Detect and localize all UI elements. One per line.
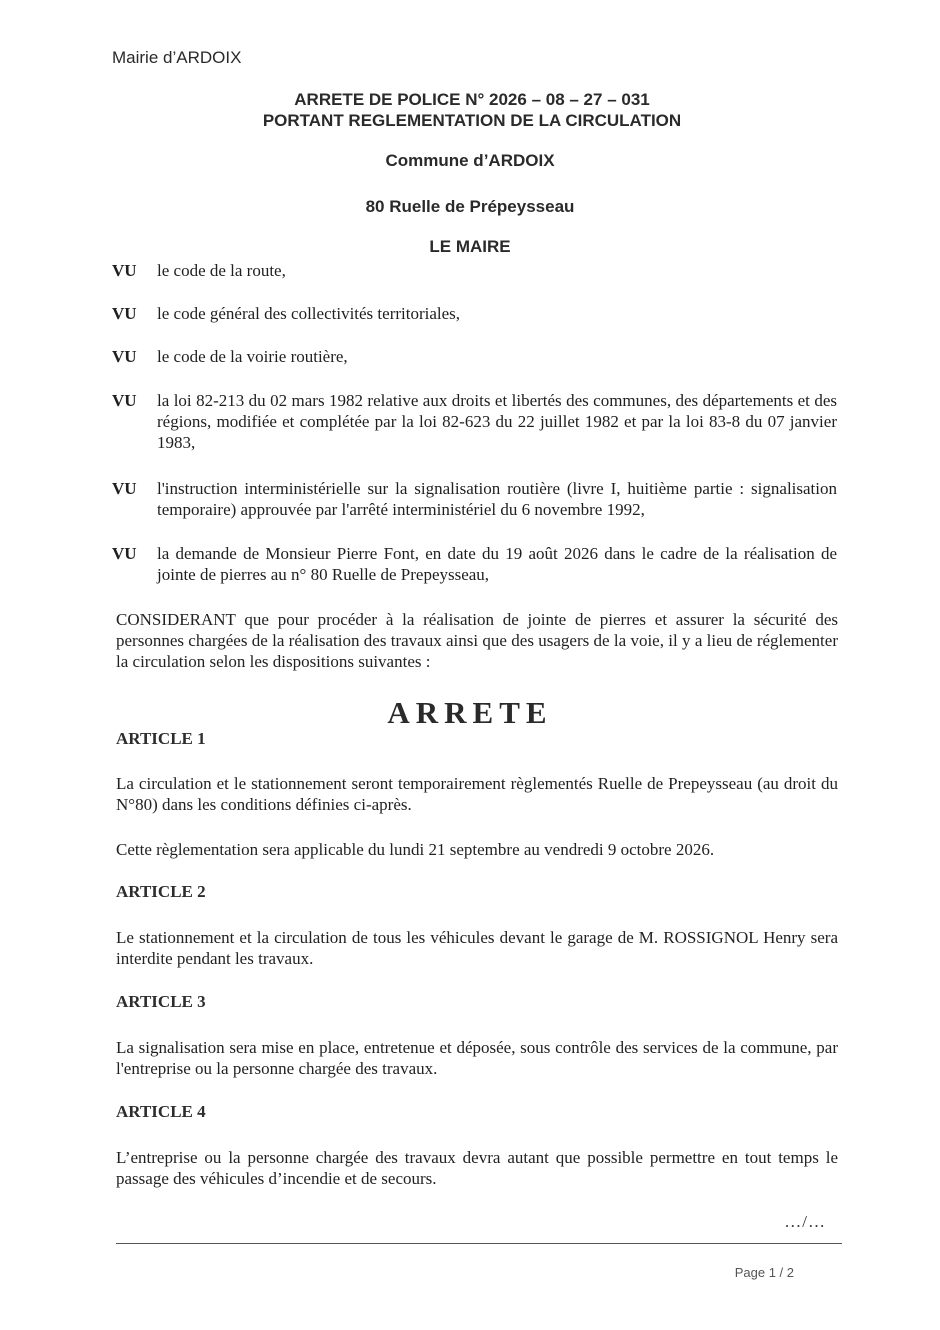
article-1-paragraph-1: La circulation et le stationnement seront temporairement règlementés Ruelle de Prepeysseau (au droit du N°80) dans les conditions définies ci-après.	[116, 774, 838, 814]
vu-label: VU	[112, 479, 137, 498]
vu-text: la loi 82-213 du 02 mars 1982 relative aux droits et libertés des communes, des départements et des régions, modifiée et complétée par la loi 82-623 du 22 juillet 1982 et par la loi 83-8 du 07 janvier 1983,	[157, 391, 837, 452]
decree-title-line-2: PORTANT REGLEMENTATION DE LA CIRCULATION	[262, 111, 682, 130]
decree-title	[0, 89, 940, 131]
article-1-heading: ARTICLE 1	[116, 729, 206, 748]
decree-title-line-1: ARRETE DE POLICE N° 2026 – 08 – 27 – 031	[294, 90, 650, 109]
vu-item-5	[112, 478, 837, 520]
page-number: Page 1 / 2	[734, 1265, 794, 1280]
footer-divider	[116, 1243, 842, 1244]
vu-label: VU	[112, 544, 137, 563]
article-4-heading: ARTICLE 4	[116, 1102, 206, 1121]
continuation-mark: …/…	[784, 1212, 826, 1231]
article-4-paragraph-1: L’entreprise ou la personne chargée des travaux devra autant que possible permettre en tout temps le passage des véhicules d’incendie et de secours.	[116, 1148, 838, 1188]
considerant-paragraph: CONSIDERANT que pour procéder à la réalisation de jointe de pierres et assurer la sécurité des personnes chargées de la réalisation des travaux ainsi que des usagers de la voie, il y a lieu de réglementer la circulation selon les dispositions suivantes :	[116, 610, 838, 671]
commune-name: Commune d’ARDOIX	[385, 151, 555, 170]
vu-item-3	[112, 346, 837, 367]
vu-text: le code de la route,	[157, 261, 286, 280]
vu-item-4	[112, 390, 837, 453]
article-1-paragraph-2: Cette règlementation sera applicable du lundi 21 septembre au vendredi 9 octobre 2026.	[116, 840, 715, 859]
vu-label: VU	[112, 304, 137, 323]
article-2-paragraph-1: Le stationnement et la circulation de tous les véhicules devant le garage de M. ROSSIGNOL Henry sera interdite pendant les travaux.	[116, 928, 838, 968]
vu-label: VU	[112, 347, 137, 366]
authority-title: LE MAIRE	[429, 237, 511, 256]
vu-text: le code de la voirie routière,	[157, 347, 348, 366]
work-address: 80 Ruelle de Prépeysseau	[365, 197, 575, 216]
article-3-paragraph-1: La signalisation sera mise en place, entretenue et déposée, sous contrôle des services de la commune, par l'entreprise ou la personne chargée des travaux.	[116, 1038, 838, 1078]
vu-label: VU	[112, 261, 137, 280]
vu-label: VU	[112, 391, 137, 410]
article-2-heading: ARTICLE 2	[116, 882, 206, 901]
vu-item-6	[112, 543, 837, 585]
article-3-heading: ARTICLE 3	[116, 992, 206, 1011]
arrete-heading: ARRETE	[387, 695, 553, 730]
vu-item-2	[112, 303, 837, 324]
vu-text: le code général des collectivités territoriales,	[157, 304, 461, 323]
vu-item-1	[112, 260, 837, 281]
municipality-name: Mairie d’ARDOIX	[112, 48, 242, 67]
vu-text: la demande de Monsieur Pierre Font, en date du 19 août 2026 dans le cadre de la réalisation de jointe de pierres au n° 80 Ruelle de Prepeysseau,	[157, 544, 837, 584]
vu-text: l'instruction interministérielle sur la signalisation routière (livre I, huitième partie : signalisation temporaire) approuvée par l'arrêté interministériel du 6 novembre 1992,	[157, 479, 837, 519]
